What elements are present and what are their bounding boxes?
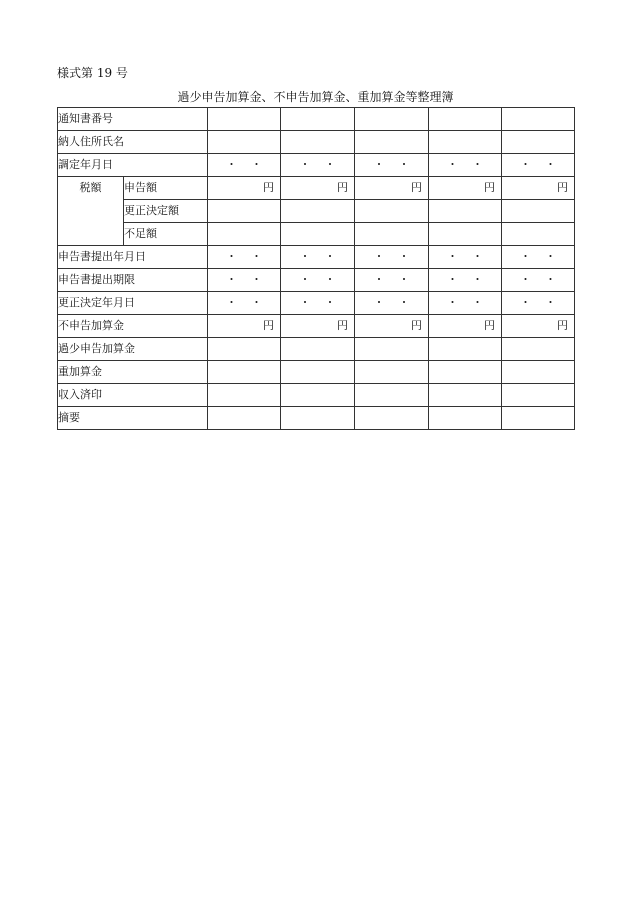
row-taxpayer	[58, 131, 575, 154]
entry-cell	[502, 108, 575, 131]
entry-cell	[281, 223, 355, 246]
label-declaration-deadline: 申告書提出期限	[58, 269, 208, 292]
label-non-declaration-penalty: 不申告加算金	[58, 315, 208, 338]
label-assessment-date: 調定年月日	[58, 154, 208, 177]
yen-unit: 円	[208, 315, 281, 338]
yen-unit: 円	[429, 315, 502, 338]
entry-cell	[355, 131, 429, 154]
document-title: 過少申告加算金、不申告加算金、重加算金等整理簿	[177, 90, 454, 104]
row-declaration-deadline	[58, 269, 575, 292]
date-dots: ・・	[447, 273, 497, 286]
date-dots: ・・	[299, 250, 350, 263]
yen-unit: 円	[355, 315, 429, 338]
row-remarks	[58, 407, 575, 430]
date-dots: ・・	[226, 250, 276, 263]
label-notice-number: 通知書番号	[58, 108, 208, 131]
entry-cell	[502, 131, 575, 154]
date-dots: ・・	[520, 250, 570, 263]
date-dots: ・・	[226, 296, 276, 309]
date-dots: ・・	[299, 296, 350, 309]
entry-cell	[502, 361, 575, 384]
label-declaration-submitted-date: 申告書提出年月日	[58, 246, 208, 269]
entry-cell	[208, 131, 281, 154]
date-dots: ・・	[299, 158, 350, 171]
date-dots: ・・	[447, 158, 497, 171]
label-heavy-penalty: 重加算金	[58, 361, 208, 384]
entry-cell	[355, 338, 429, 361]
entry-cell	[208, 200, 281, 223]
entry-cell	[355, 361, 429, 384]
entry-cell	[502, 338, 575, 361]
row-assessment-date	[58, 154, 575, 177]
date-dots: ・・	[520, 273, 570, 286]
entry-cell	[355, 108, 429, 131]
entry-cell	[281, 384, 355, 407]
entry-cell	[281, 361, 355, 384]
entry-cell	[429, 108, 502, 131]
label-under-declaration-penalty: 過少申告加算金	[58, 338, 208, 361]
entry-cell	[281, 131, 355, 154]
entry-cell	[502, 223, 575, 246]
date-dots: ・・	[226, 273, 276, 286]
label-declared-amount: 申告額	[124, 177, 208, 200]
row-receipt-stamp	[58, 384, 575, 407]
entry-cell	[208, 223, 281, 246]
entry-cell	[429, 384, 502, 407]
row-notice-number	[58, 108, 575, 131]
row-declared-amount	[58, 177, 575, 200]
date-dots: ・・	[373, 158, 424, 171]
entry-cell	[502, 384, 575, 407]
label-corrected-amount: 更正決定額	[124, 200, 208, 223]
entry-cell	[208, 407, 281, 430]
yen-unit: 円	[502, 315, 575, 338]
entry-cell	[355, 384, 429, 407]
label-remarks: 摘要	[58, 407, 208, 430]
entry-cell	[281, 407, 355, 430]
date-dots: ・・	[373, 296, 424, 309]
date-dots: ・・	[373, 250, 424, 263]
yen-unit: 円	[502, 177, 575, 200]
entry-cell	[281, 200, 355, 223]
label-correction-decision-date: 更正決定年月日	[58, 292, 208, 315]
entry-cell	[355, 223, 429, 246]
date-dots: ・・	[299, 273, 350, 286]
label-shortfall-amount: 不足額	[124, 223, 208, 246]
yen-unit: 円	[281, 177, 355, 200]
row-correction-decision-date	[58, 292, 575, 315]
date-dots: ・・	[520, 158, 570, 171]
entry-cell	[429, 131, 502, 154]
row-non-declaration-penalty	[58, 315, 575, 338]
entry-cell	[208, 361, 281, 384]
entry-cell	[208, 338, 281, 361]
entry-cell	[429, 338, 502, 361]
entry-cell	[429, 223, 502, 246]
row-shortfall-amount	[58, 223, 575, 246]
entry-cell	[281, 108, 355, 131]
entry-cell	[208, 384, 281, 407]
date-dots: ・・	[447, 250, 497, 263]
yen-unit: 円	[429, 177, 502, 200]
date-dots: ・・	[447, 296, 497, 309]
row-heavy-penalty	[58, 361, 575, 384]
entry-cell	[355, 407, 429, 430]
date-dots: ・・	[520, 296, 570, 309]
entry-cell	[429, 361, 502, 384]
label-taxpayer-address-name: 納人住所氏名	[58, 131, 208, 154]
date-dots: ・・	[373, 273, 424, 286]
entry-cell	[502, 407, 575, 430]
row-corrected-amount	[58, 200, 575, 223]
entry-cell	[355, 200, 429, 223]
yen-unit: 円	[281, 315, 355, 338]
entry-cell	[208, 108, 281, 131]
yen-unit: 円	[208, 177, 281, 200]
label-receipt-stamp: 収入済印	[58, 384, 208, 407]
label-tax-amount: 税額	[58, 177, 124, 246]
penalty-ledger-table	[57, 107, 575, 430]
row-declaration-submitted-date	[58, 246, 575, 269]
entry-cell	[429, 200, 502, 223]
row-under-declaration-penalty	[58, 338, 575, 361]
yen-unit: 円	[355, 177, 429, 200]
date-dots: ・・	[226, 158, 276, 171]
entry-cell	[429, 407, 502, 430]
entry-cell	[502, 200, 575, 223]
form-number: 様式第 19 号	[57, 66, 128, 80]
entry-cell	[281, 338, 355, 361]
